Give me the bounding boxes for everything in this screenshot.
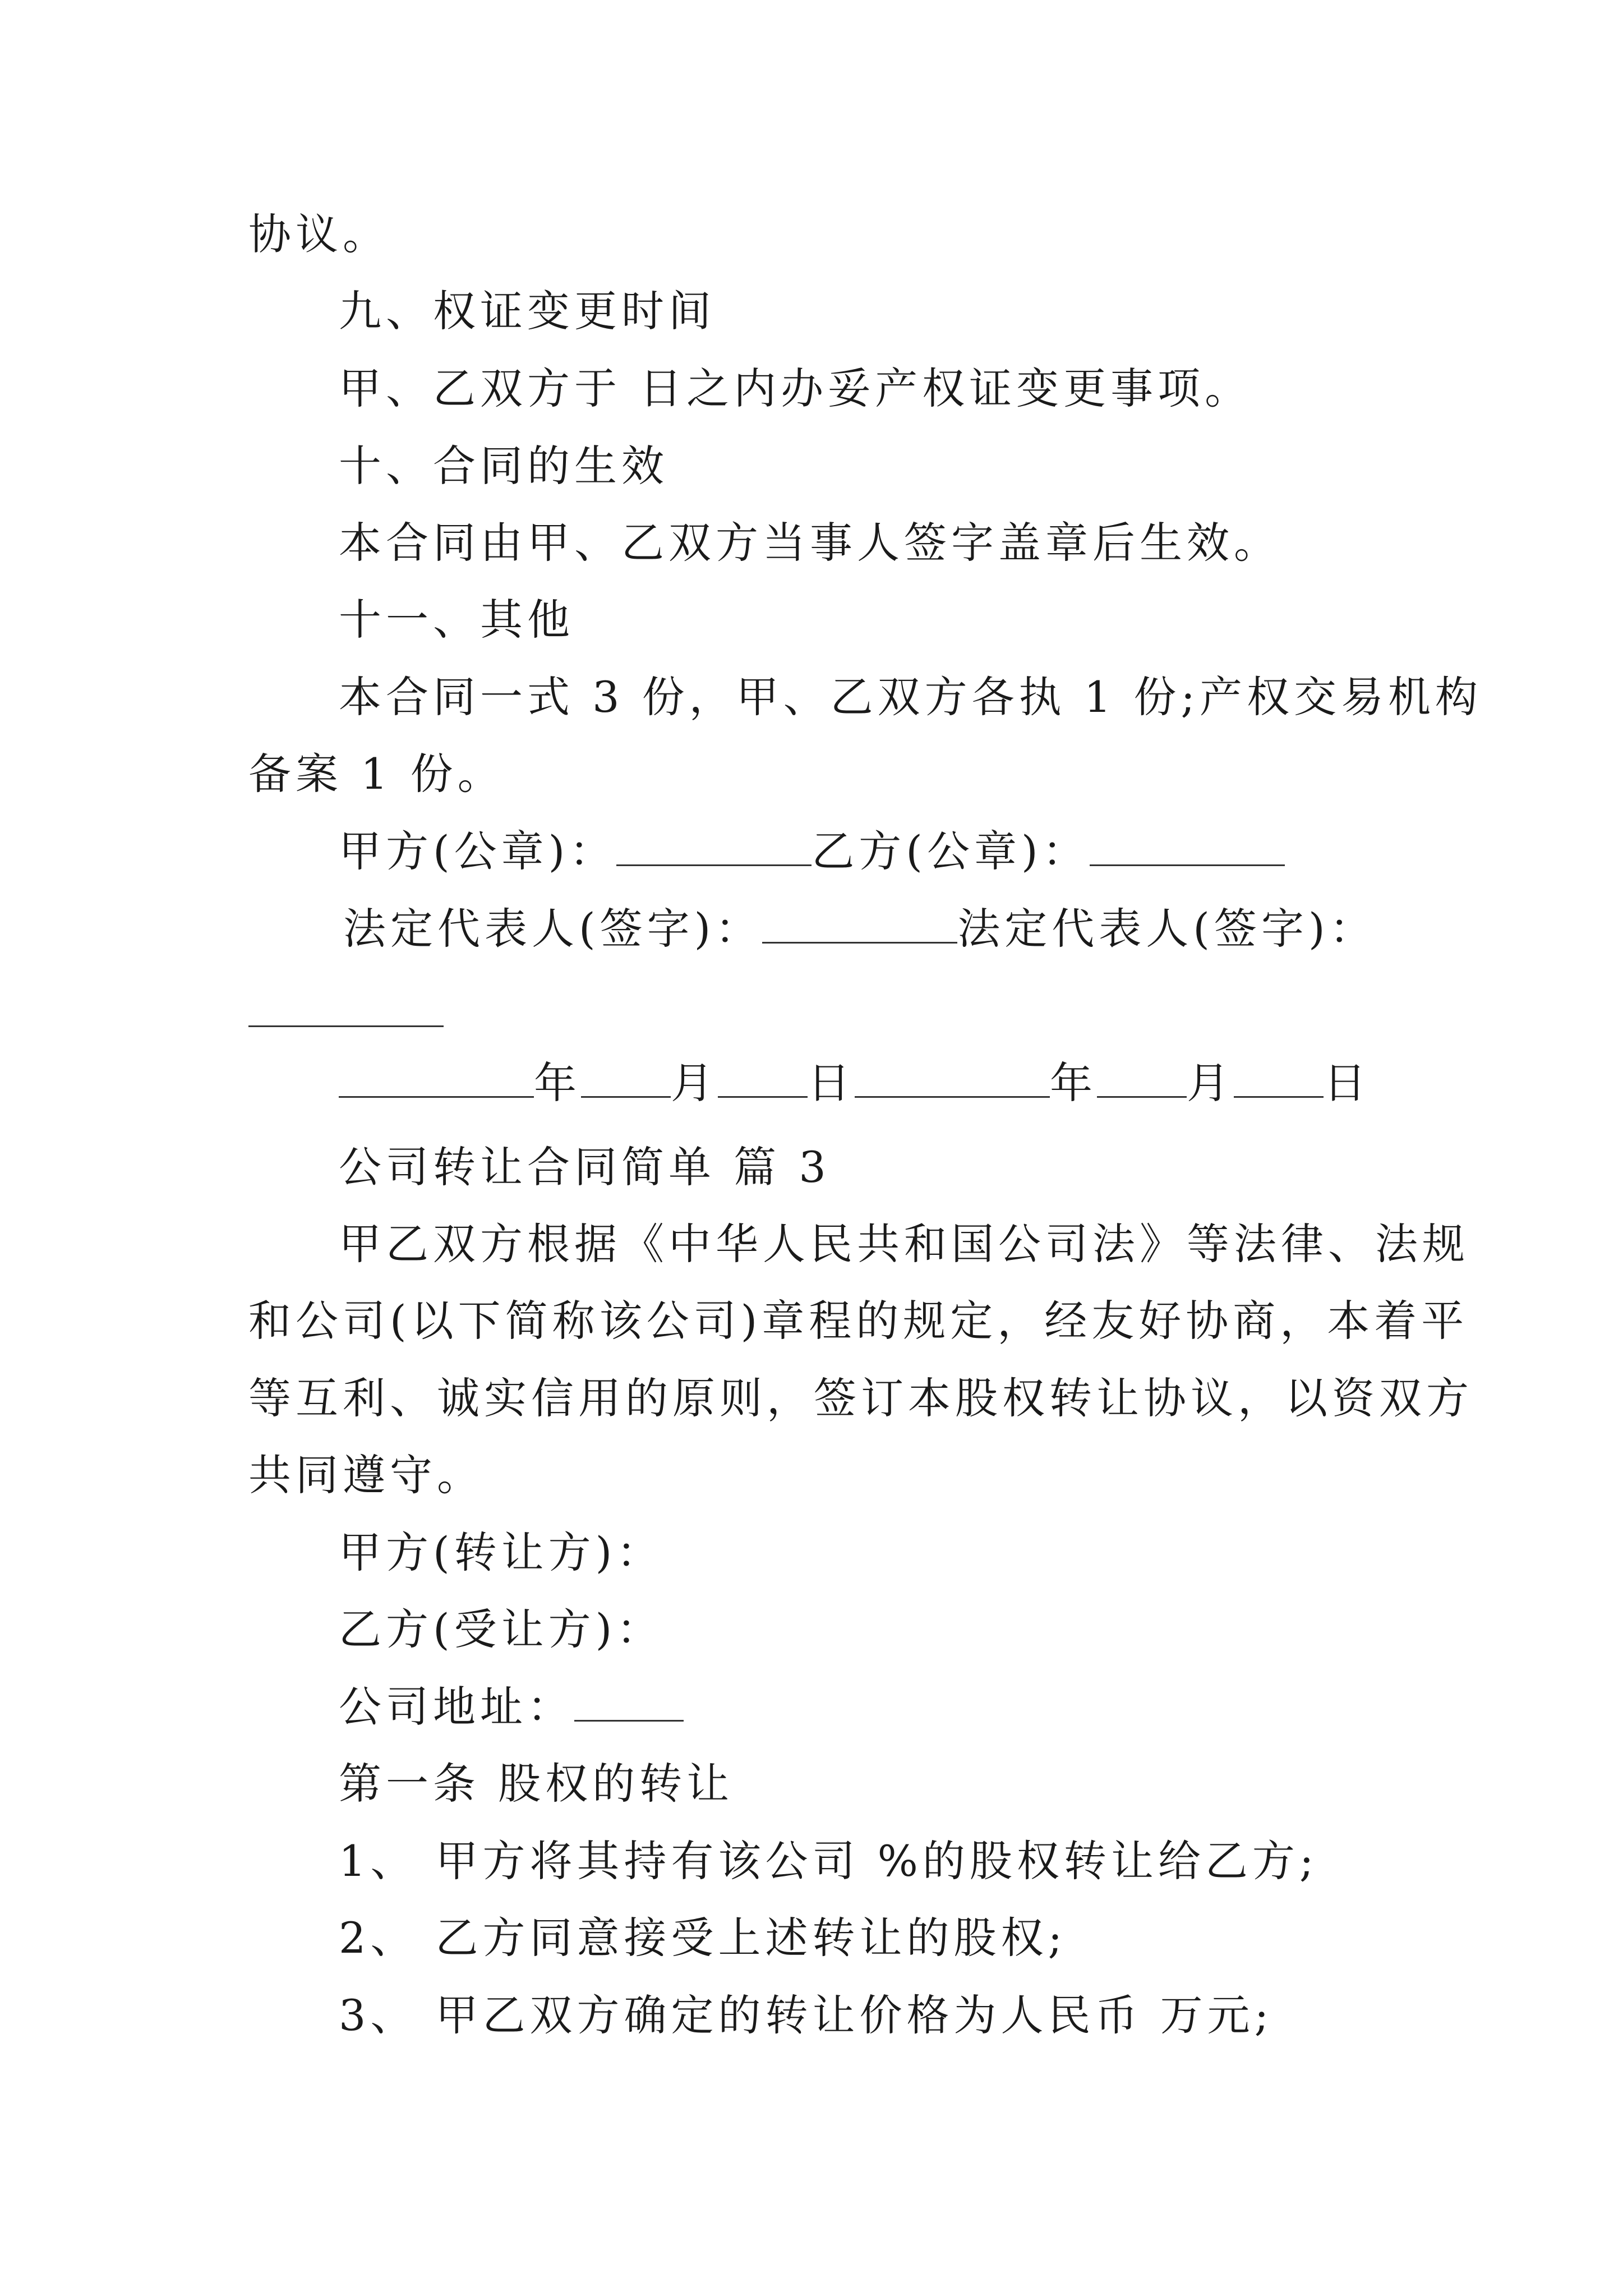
article-1-title: 第一条 股权的转让 — [339, 1759, 734, 1809]
party-b-month-blank — [1097, 1057, 1187, 1098]
party-b-year-label: 年 — [1050, 1058, 1097, 1108]
clause-10-body: 本合同由甲、乙双方当事人签字盖章后生效。 — [339, 518, 1281, 568]
party-a-transferor: 甲方(转让方)： — [339, 1527, 664, 1577]
signature-date-row — [339, 1056, 1371, 1110]
preamble-line3: 等互利、诚实信用的原则，签订本股权转让协议，以资双方 — [248, 1373, 1473, 1423]
party-b-seal-label: 乙方(公章)： — [811, 826, 1090, 876]
company-address-label: 公司地址： — [339, 1682, 574, 1732]
party-b-month-label: 月 — [1187, 1058, 1234, 1108]
clause-10-heading: 十、合同的生效 — [339, 441, 668, 491]
party-a-month-blank — [581, 1057, 671, 1098]
article-1-item-3: 3、 甲乙双方确定的转让价格为人民币 万元; — [339, 1990, 1274, 2040]
preamble-line2: 和公司(以下简称该公司)章程的规定，经友好协商，本着平 — [248, 1296, 1469, 1346]
party-b-representative-label: 法定代表人(签字)： — [957, 904, 1377, 954]
party-b-day-label: 日 — [1324, 1058, 1371, 1108]
clause-11-heading: 十一、其他 — [339, 595, 574, 645]
preamble-line1: 甲乙双方根据《中华人民共和国公司法》等法律、法规 — [339, 1219, 1469, 1269]
article-1-item-2: 2、 乙方同意接受上述转让的股权; — [339, 1913, 1067, 1963]
clause-11-body-line2: 备案 1 份。 — [248, 749, 505, 799]
party-a-month-label: 月 — [671, 1058, 718, 1108]
clause-11-body-line1: 本合同一式 3 份，甲、乙双方各执 1 份;产权交易机构 — [339, 672, 1482, 722]
party-a-day-blank — [718, 1057, 808, 1098]
company-address-blank — [574, 1681, 684, 1722]
party-a-seal-label: 甲方(公章)： — [339, 826, 617, 876]
paragraph-continuation: 协议。 — [248, 209, 390, 259]
party-b-day-blank — [1234, 1057, 1324, 1098]
signature-seal-row — [339, 825, 1285, 878]
preamble-line4: 共同遵守。 — [248, 1450, 484, 1500]
party-a-year-label: 年 — [534, 1058, 581, 1108]
party-b-seal-blank — [1090, 825, 1285, 866]
party-a-day-label: 日 — [808, 1058, 855, 1108]
party-b-representative-blank — [248, 1025, 444, 1027]
party-a-seal-blank — [616, 825, 811, 866]
party-b-transferee: 乙方(受让方)： — [339, 1604, 664, 1654]
party-a-representative-label: 法定代表人(签字)： — [343, 904, 763, 954]
clause-9-heading: 九、权证变更时间 — [339, 286, 716, 336]
section-title: 公司转让合同简单 篇 3 — [339, 1142, 831, 1192]
party-a-year-blank — [339, 1057, 534, 1098]
party-b-year-blank — [855, 1057, 1050, 1098]
clause-9-body: 甲、乙双方于 日之内办妥产权证变更事项。 — [339, 364, 1252, 413]
signature-representative-row — [343, 902, 1377, 956]
party-a-representative-blank — [762, 903, 957, 944]
article-1-item-1: 1、 甲方将其持有该公司 %的股权转让给乙方; — [339, 1836, 1318, 1886]
company-address-row — [339, 1680, 684, 1734]
